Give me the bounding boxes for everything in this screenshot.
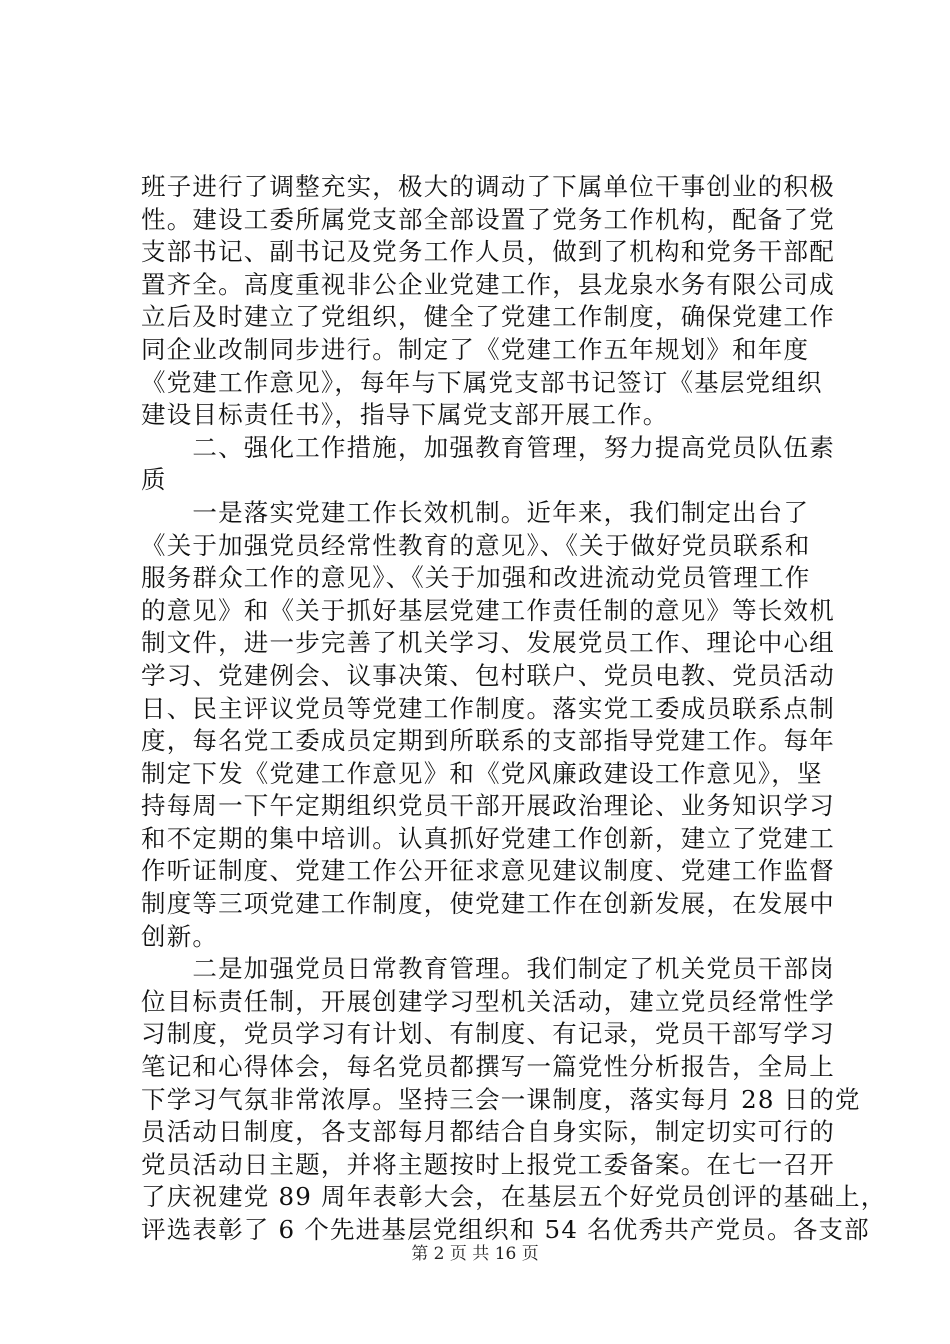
text-line: 的意见》和《关于抓好基层党建工作责任制的意见》等长效机 [141,595,835,625]
text-line: 作听证制度、党建工作公开征求意见建议制度、党建工作监督 [141,856,835,886]
section-heading-line: 二、强化工作措施，加强教育管理，努力提高党员队伍素 [141,432,835,462]
text-line: 度，每名党工委成员定期到所联系的支部指导党建工作。每年 [141,726,835,756]
text-line: 《党建工作意见》，每年与下属党支部书记签订《基层党组织 [141,367,823,397]
text-line: 创新。 [141,921,219,951]
text-line: 性。建设工委所属党支部全部设置了党务工作机构，配备了党 [141,204,835,234]
text-line: 支部书记、副书记及党务工作人员，做到了机构和党务干部配 [141,237,835,267]
text-line: 一是落实党建工作长效机制。近年来，我们制定出台了 [141,497,810,527]
text-line: 员活动日制度，各支部每月都结合自身实际，制定切实可行的 [141,1117,835,1147]
text-line: 《关于加强党员经常性教育的意见》、《关于做好党员联系和 [141,530,811,560]
text-line: 习制度，党员学习有计划、有制度、有记录，党员干部写学习 [141,1019,835,1049]
text-line: 日、民主评议党员等党建工作制度。落实党工委成员联系点制 [141,693,835,723]
text-line: 置齐全。高度重视非公企业党建工作，县龙泉水务有限公司成 [141,269,835,299]
text-line: 笔记和心得体会，每名党员都撰写一篇党性分析报告，全局上 [141,1052,835,1082]
text-line: 学习、党建例会、议事决策、包村联户、党员电教、党员活动 [141,660,835,690]
text-line: 持每周一下午定期组织党员干部开展政治理论、业务知识学习 [141,791,835,821]
text-line: 和不定期的集中培训。认真抓好党建工作创新，建立了党建工 [141,823,835,853]
page-number-footer: 第 2 页 共 16 页 [411,1244,539,1264]
text-line: 制文件，进一步完善了机关学习、发展党员工作、理论中心组 [141,628,835,658]
text-line: 制定下发《党建工作意见》和《党风廉政建设工作意见》，坚 [141,758,823,788]
text-line: 建设目标责任书》，指导下属党支部开展工作。 [141,400,669,430]
text-line: 位目标责任制，开展创建学习型机关活动，建立党员经常性学 [141,986,835,1016]
text-line: 党员活动日主题，并将主题按时上报党工委备案。在七一召开 [141,1149,835,1179]
body-text [141,171,887,1247]
text-line: 下学习气氛非常浓厚。坚持三会一课制度，落实每月 28 日的党 [141,1084,861,1114]
text-line: 立后及时建立了党组织，健全了党建工作制度，确保党建工作 [141,302,835,332]
text-line: 班子进行了调整充实，极大的调动了下属单位干事创业的积极 [141,172,835,201]
text-line: 评选表彰了 6 个先进基层党组织和 54 名优秀共产党员。各支部 [141,1215,870,1244]
text-line: 二是加强党员日常教育管理。我们制定了机关党员干部岗 [141,954,835,984]
text-line: 服务群众工作的意见》、《关于加强和改进流动党员管理工作 [141,563,811,593]
text-line: 同企业改制同步进行。制定了《党建工作五年规划》和年度 [141,334,810,364]
section-heading-line: 质 [141,465,167,495]
text-line: 制度等三项党建工作制度，使党建工作在创新发展，在发展中 [141,889,835,919]
text-line: 了庆祝建党 89 周年表彰大会，在基层五个好党员创评的基础上， [141,1182,887,1212]
